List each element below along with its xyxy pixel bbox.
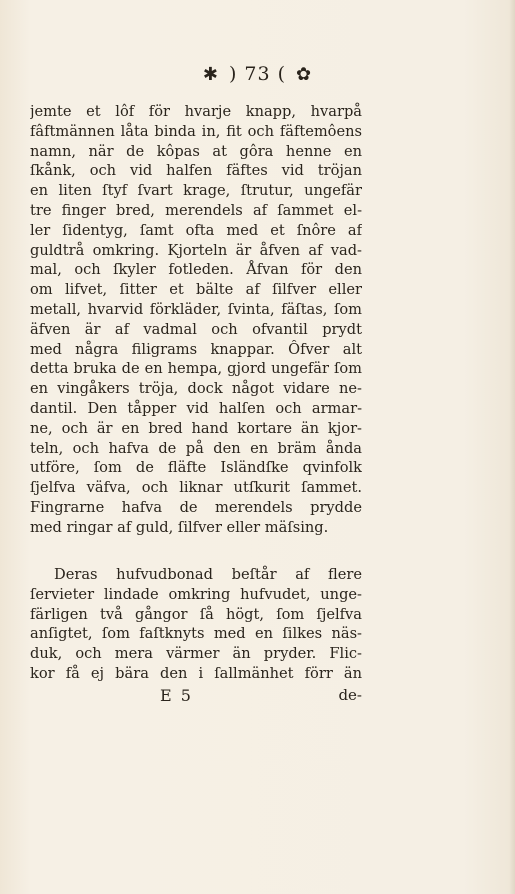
right-ornament-icon: ✿ [296, 64, 313, 85]
text-line: teln, och hafva de på den en bräm ånda [30, 439, 362, 457]
text-line: kor få ej bära den i ſallmänhet förr än [30, 664, 362, 682]
page-header [0, 62, 515, 87]
text-line: äfven är af vadmal och ofvantil prydt [30, 320, 362, 338]
text-line: detta bruka de en hempa, gjord ungefär ſom [30, 360, 362, 378]
text-line: jemte et lôf för hvarje knapp, hvarpå [30, 103, 362, 120]
text-line: fâftmännen låta binda in, fit och fäftemôens [30, 122, 362, 140]
paragraph-clothing [30, 102, 362, 538]
text-line: Fingrarne hafva de merendels prydde [30, 498, 362, 516]
text-line: ne, och är en bred hand kortare än kjor- [30, 419, 362, 437]
text-line: Deras hufvudbonad beſtår af flere [54, 566, 362, 583]
text-line: metall, hvarvid förkläder, ſvinta, fäſtas, ſom [30, 300, 362, 318]
text-line: ſervieter lindade omkring hufvudet, unge- [30, 585, 362, 603]
text-line: en vingåkers tröja, dock något vidare ne- [30, 380, 362, 398]
text-line: guldtrå omkring. Kjorteln är åfven af vad- [30, 241, 362, 259]
signature-mark: E 5 [160, 686, 193, 705]
catchword: de- [338, 686, 362, 704]
text-line: ſjelfva väfva, och liknar utſkurit ſammet. [30, 479, 362, 497]
text-line: dantil. Den tåpper vid halſen och armar- [30, 399, 362, 417]
text-line: tre finger bred, merendels af ſammet el- [30, 201, 362, 219]
text-line: duk, och mera värmer än pryder. Flic- [30, 645, 362, 663]
text-line: färligen två gångor ſå högt, ſom ſjelfva [30, 605, 362, 623]
text-line: ſkånk, och vid halfen fäftes vid tröjan [30, 162, 362, 180]
page-footer [30, 686, 362, 708]
left-ornament-icon: ✱ [202, 64, 219, 85]
page-edge-shadow [509, 0, 515, 894]
text-line: mal, och ſkyler fotleden. Åfvan för den [30, 261, 362, 279]
text-line: med några filigrams knappar. Ôfver alt [30, 340, 362, 358]
page-number: ) 73 ( [228, 63, 287, 85]
text-line: anſigtet, ſom faſtknyts med en ſilkes näs- [30, 625, 362, 643]
text-line: utföre, ſom de fläfte Isländſke qvinfolk [30, 459, 362, 477]
text-line: en liten ſtyf ſvart krage, ſtrutur, ungefär [30, 182, 362, 200]
text-line: med ringar af guld, ſilfver eller mäſsing. [30, 518, 329, 536]
text-line: ler ſidentyg, ſamt ofta med et ſnôre af [30, 221, 362, 239]
paragraph-headdress [30, 565, 362, 684]
text-line: om lifvet, ſitter et bälte af ſilfver eller [30, 281, 362, 299]
text-line: namn, när de kôpas at gôra henne en [30, 142, 362, 160]
